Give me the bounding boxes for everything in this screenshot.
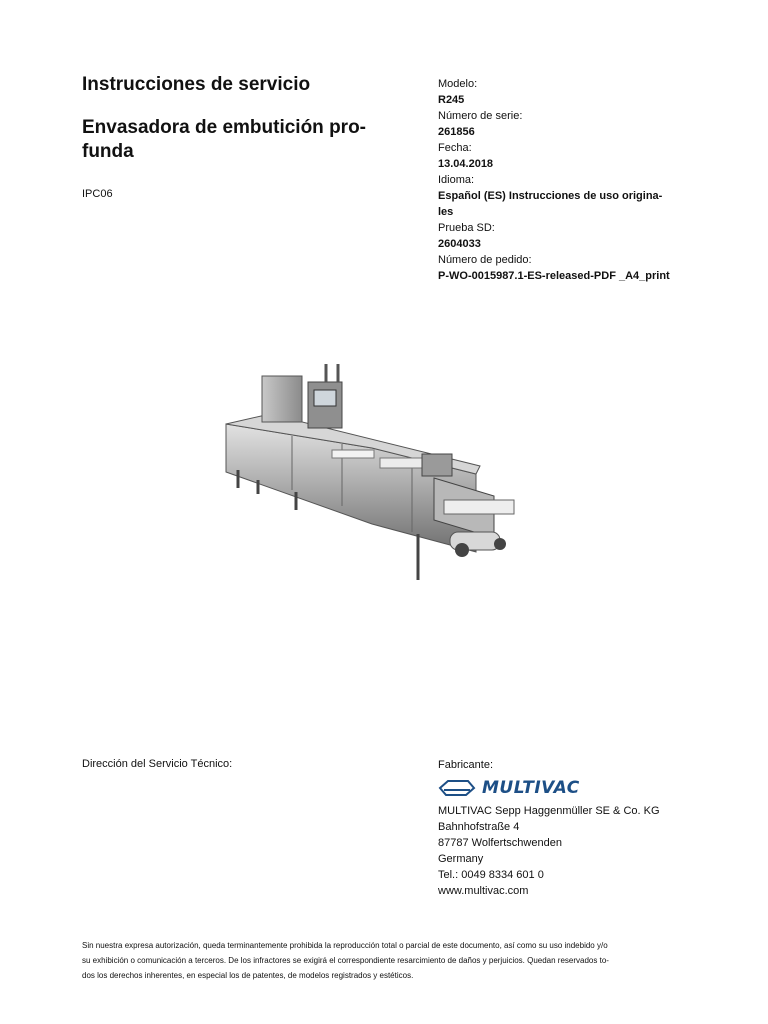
document-title: Instrucciones de servicio xyxy=(82,74,311,95)
manufacturer-website[interactable]: www.multivac.com xyxy=(438,885,529,897)
serial-value: 261856 xyxy=(438,126,475,138)
machine-type-line-2: funda xyxy=(82,141,134,162)
multivac-logo xyxy=(438,775,698,801)
manufacturer-street: Bahnhofstraße 4 xyxy=(438,821,520,833)
manufacturer-block xyxy=(438,757,698,899)
machine-type-title xyxy=(82,116,402,164)
logo-text: MULTIVAC xyxy=(482,778,580,798)
model-label: Modelo: xyxy=(438,78,478,90)
serial-label: Número de serie: xyxy=(438,110,523,122)
order-label: Número de pedido: xyxy=(438,254,532,266)
machine-image xyxy=(222,362,542,592)
language-value-line-1: Español (ES) Instrucciones de uso origina- xyxy=(438,190,663,202)
order-value: P-WO-0015987.1-ES-released-PDF _A4_print xyxy=(438,270,670,282)
metadata-block xyxy=(438,76,688,284)
date-value: 13.04.2018 xyxy=(438,158,494,170)
service-address-label: Dirección del Servicio Técnico: xyxy=(82,758,233,770)
legal-notice-line-2: su exhibición o comunicación a terceros. De los infractores se exigirá el correspondiente resarcimiento de daños y perjuicios. Quedan reservados to- xyxy=(82,956,609,965)
model-value: R245 xyxy=(438,94,465,106)
legal-notice xyxy=(82,938,682,983)
test-label: Prueba SD: xyxy=(438,222,495,234)
date-label: Fecha: xyxy=(438,142,472,154)
test-value: 2604033 xyxy=(438,238,481,250)
manufacturer-label: Fabricante: xyxy=(438,759,494,771)
legal-notice-line-3: dos los derechos inherentes, en especial los de patentes, de modelos registrados y estéticos. xyxy=(82,971,414,980)
legal-notice-line-1: Sin nuestra expresa autorización, queda terminantemente prohibida la reproducción total o parcial de este documento, así como su uso indebido y/o xyxy=(82,941,608,950)
language-value-line-2: les xyxy=(438,206,454,218)
multivac-logo-icon xyxy=(438,778,476,798)
manufacturer-phone: Tel.: 0049 8334 601 0 xyxy=(438,869,544,881)
manufacturer-name: MULTIVAC Sepp Haggenmüller SE & Co. KG xyxy=(438,805,660,817)
manufacturer-city: 87787 Wolfertschwenden xyxy=(438,837,562,849)
document-code: IPC06 xyxy=(82,188,113,200)
manufacturer-country: Germany xyxy=(438,853,484,865)
machine-type-line-1: Envasadora de embutición pro- xyxy=(82,117,366,138)
language-label: Idioma: xyxy=(438,174,475,186)
